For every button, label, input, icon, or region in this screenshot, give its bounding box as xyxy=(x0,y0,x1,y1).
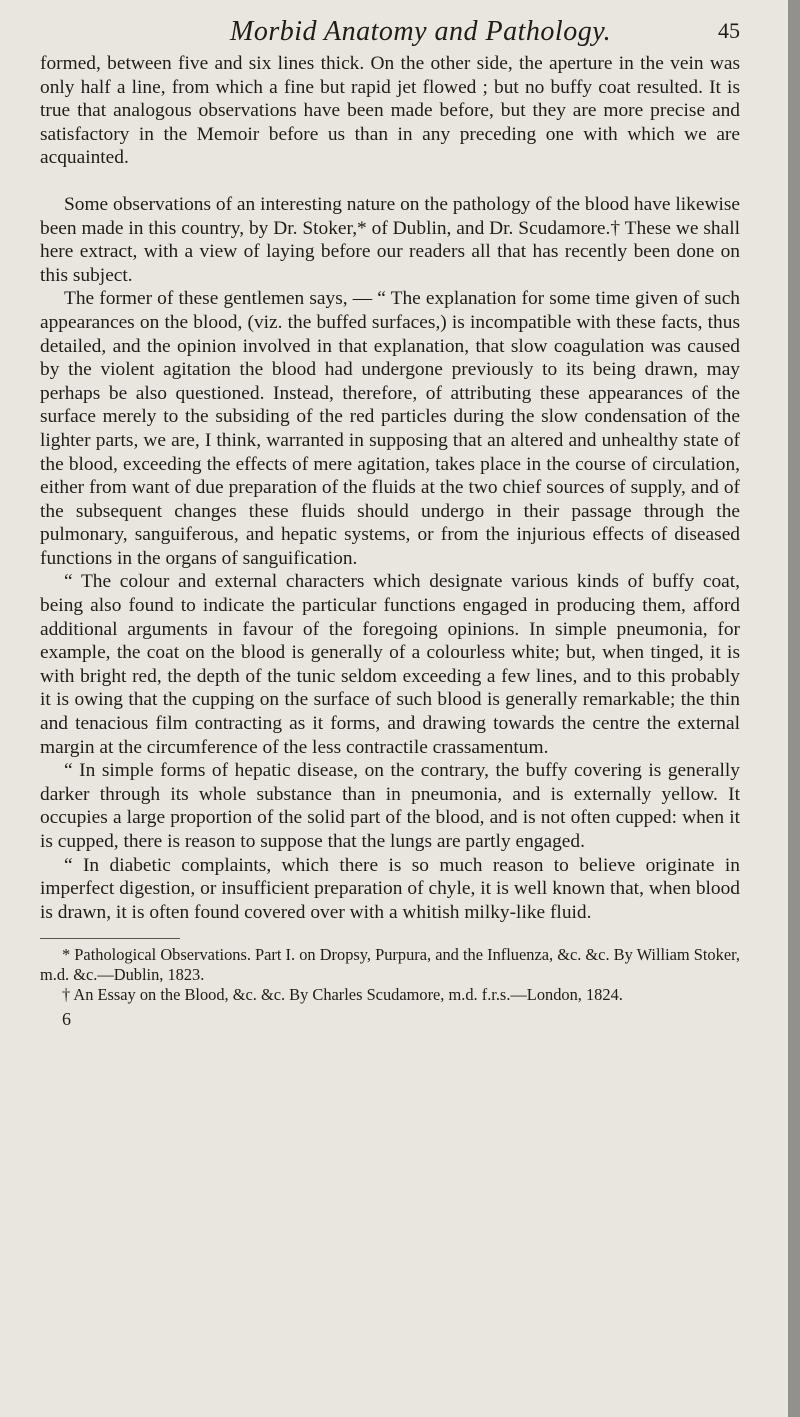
paragraph: The former of these gentlemen says, — “ The explanation for some time given of such appearances on the blood, (viz. the buffed surfaces,) is incompatible with these facts, thus detailed, and the opinion involved in that explanation, that slow coagulation was caused by the violent agitation the blood had undergone previously to its being drawn, may perhaps be also questioned. Instead, therefore, of attributing these appearances of the surface merely to the subsiding of the red particles during the slow condensation of the lighter parts, we are, I think, warranted in supposing that an altered and unhealthy state of the blood, exceeding the effects of mere agitation, takes place in the course of circulation, either from want of due preparation of the fluids at the two chief sources of supply, and of the subsequent changes these fluids should undergo in their passage through the pulmonary, sanguiferous, and hepatic systems, or from the injurious effects of diseased functions in the organs of sanguification. xyxy=(40,288,740,569)
page-number: 45 xyxy=(718,18,740,43)
footnote: * Pathological Observations. Part I. on Dropsy, Purpura, and the Influenza, &c. &c. By William Stoker, m.d. &c.—Dublin, 1823. xyxy=(40,945,740,985)
paragraph: “ In simple forms of hepatic disease, on the contrary, the buffy covering is generally darker through its whole substance than in pneumonia, and is externally yellow. It occupies a large proportion of the solid part of the blood, and is not often cupped: when it is cupped, there is reason to suppose that the lungs are partly engaged. xyxy=(40,760,740,852)
footnote-rule xyxy=(40,938,180,939)
running-head xyxy=(40,0,740,52)
paragraph: formed, between five and six lines thick. On the other side, the aperture in the vein was only half a line, from which a fine but rapid jet flowed ; but no buffy coat resulted. It is true that analogous observations have been made before, but they are more precise and satisfactory in the Memoir before us than in any preceding one with which we are acquainted. xyxy=(40,53,740,169)
paragraph: “ In diabetic complaints, which there is so much reason to believe originate in imperfect digestion, or insufficient preparation of chyle, it is well known that, when blood is drawn, it is often found covered over with a whitish milky-like fluid. xyxy=(40,854,740,923)
paragraph: Some observations of an interesting nature on the pathology of the blood have likewise been made in this country, by Dr. Stoker,* of Dublin, and Dr. Scudamore.† These we shall here extract, with a view of laying before our readers all that has recently been done on this subject. xyxy=(40,193,740,286)
body-text xyxy=(40,52,740,924)
footnote: † An Essay on the Blood, &c. &c. By Charles Scudamore, m.d. f.r.s.—London, 1824. xyxy=(62,985,623,1005)
signature-mark: 6 xyxy=(62,1009,71,1030)
paragraph: “ The colour and external characters which designate various kinds of buffy coat, being also found to indicate the particular functions engaged in producing them, afford additional arguments in favour of the foregoing opinions. In simple pneumonia, for example, the coat on the blood is generally of a colourless white; but, when tinged, it is with bright red, the depth of the tunic seldom exceeding a few lines, and to this probably it is owing that the cupping on the surface of such blood is generally remarkable; the thin and tenacious film contracting as it forms, and drawing towards the centre the external margin at the circumference of the less contractile crassamentum. xyxy=(40,571,740,758)
running-title: Morbid Anatomy and Pathology. xyxy=(230,16,612,47)
footnotes xyxy=(40,945,740,1005)
